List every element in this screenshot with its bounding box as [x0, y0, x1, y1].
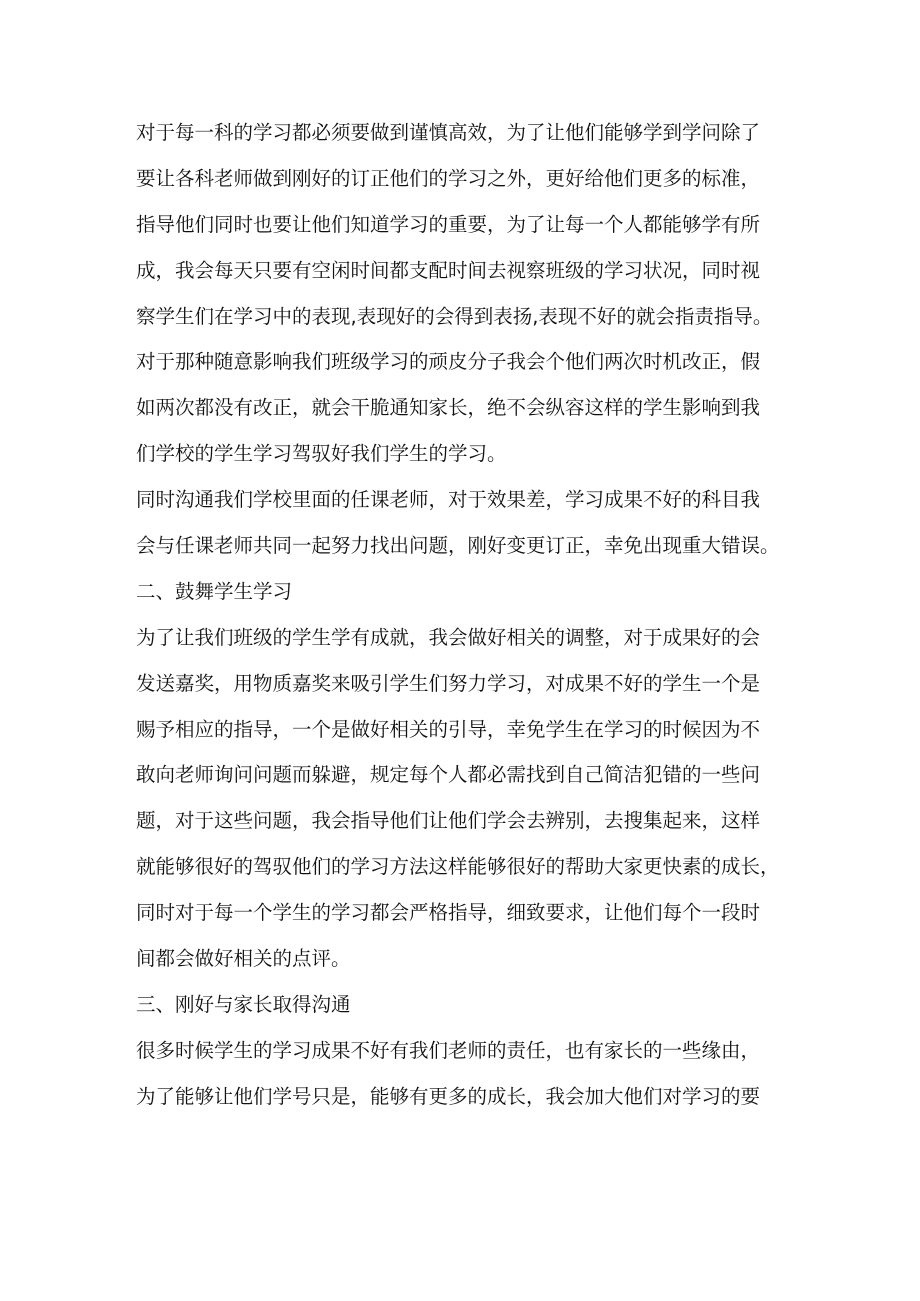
text-line: 成，我会每天只要有空闲时间都支配时间去视察班级的学习状况，同时视: [136, 258, 761, 282]
text-line: 要让各科老师做到刚好的订正他们的学习之外，更好给他们更多的标准，: [136, 166, 761, 190]
text-line: 为了让我们班级的学生学有成就，我会做好相关的调整，对于成果好的会: [136, 625, 761, 649]
section-heading: 三、刚好与家长取得沟通: [136, 992, 351, 1016]
text-line: 就能够很好的驾驭他们的学习方法这样能够很好的帮助大家更快素的成长，: [136, 855, 780, 879]
text-line: 会与任课老师共同一起努力找出问题，刚好变更订正，幸免出现重大错误。: [136, 534, 780, 558]
text-line: 察学生们在学习中的表现,表现好的会得到表扬,表现不好的就会指责指导。: [136, 304, 773, 328]
text-line: 对于每一科的学习都必须要做到谨慎高效，为了让他们能够学到学问除了: [136, 121, 761, 144]
text-line: 如两次都没有改正，就会干脆通知家长，绝不会纵容这样的学生影响到我: [136, 396, 761, 420]
text-line: 为了能够让他们学号只是，能够有更多的成长，我会加大他们对学习的要: [136, 1084, 761, 1108]
text-line: 同时沟通我们学校里面的任课老师，对于效果差，学习成果不好的科目我: [136, 488, 761, 512]
document-body: [136, 110, 796, 1120]
section-heading: 二、鼓舞学生学习: [136, 579, 293, 603]
text-line: 发送嘉奖，用物质嘉奖来吸引学生们努力学习，对成果不好的学生一个是: [136, 671, 761, 695]
text-line: 赐予相应的指导，一个是做好相关的引导，幸免学生在学习的时候因为不: [136, 717, 761, 741]
text-line: 指导他们同时也要让他们知道学习的重要，为了让每一个人都能够学有所: [136, 212, 761, 236]
text-line: 很多时候学生的学习成果不好有我们老师的责任，也有家长的一些缘由，: [136, 1038, 761, 1062]
text-line: 同时对于每一个学生的学习都会严格指导，细致要求，让他们每个一段时: [136, 901, 761, 925]
text-line: 们学校的学生学习驾驭好我们学生的学习。: [136, 442, 507, 466]
text-line: 题，对于这些问题，我会指导他们让他们学会去辨别，去搜集起来，这样: [136, 809, 761, 833]
text-line: 敢向老师询问问题而躲避，规定每个人都必需找到自己简洁犯错的一些问: [136, 763, 761, 787]
text-line: 间都会做好相关的点评。: [136, 947, 351, 971]
text-line: 对于那种随意影响我们班级学习的顽皮分子我会个他们两次时机改正，假: [136, 350, 761, 374]
